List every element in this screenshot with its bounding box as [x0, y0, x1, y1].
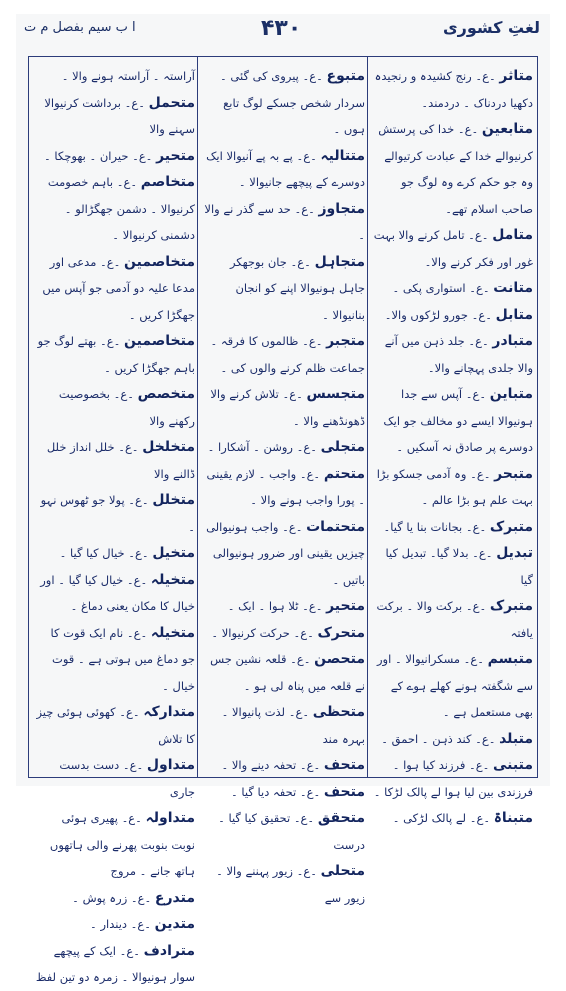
entry-definition: ۔ع۔ واجب ۔ لازم یقینی ۔ پورا واجب ہونے والا ۔: [206, 466, 365, 507]
entry-definition: ۔ع۔ حرکت کرنیوالا ۔: [211, 625, 314, 640]
letter-range: ا ب سیم بفصل م ت: [24, 20, 136, 35]
dictionary-entry: [35, 752, 195, 805]
entry-definition: ۔ع۔ کند ذہن ۔ احمق ۔: [381, 731, 496, 746]
entry-definition: ۔ع۔ برکت والا ۔ برکت یافتہ: [376, 599, 533, 640]
entry-definition: ۔ع۔ پولا جو ٹھوس نہو ۔: [40, 493, 195, 534]
entry-headword: متخلخل: [142, 439, 195, 455]
dictionary-entry: [35, 938, 195, 991]
dictionary-entry: [371, 646, 533, 726]
entry-definition: ۔ع۔ تحقیق کیا گیا ۔ درست: [218, 811, 365, 852]
column-divider: [197, 57, 198, 777]
entry-headword: متتالیہ: [320, 147, 365, 164]
dictionary-entry: [371, 302, 533, 329]
entry-definition: ۔ع۔ خیال کیا گیا ۔ اور خیال کا مکان یعنی دماغ ۔: [40, 572, 195, 613]
entry-headword: متخاصمین: [124, 253, 195, 270]
entry-definition: ۔ع۔ پے بہ پے آنیوالا ایک دوسرے کے پیچھے جانیوالا ۔: [206, 148, 365, 189]
entry-definition: ۔ع۔ نام ایک قوت کا جو دماغ میں ہوتی ہے ۔ قوت خیال ۔: [50, 625, 195, 693]
entry-headword: متبنی: [493, 757, 533, 773]
page-number: ۴۳۰: [261, 16, 302, 41]
entry-definition: ۔ع۔ بجانات بنا یا گیا۔: [383, 519, 487, 534]
entry-definition: ۔ع۔ حیران ۔ بھوچکا ۔: [44, 148, 153, 163]
entry-headword: متخیلہ: [150, 624, 195, 641]
entry-definition: ۔ع۔ رنج کشیدہ و رنجیدہ دکھیا دردناک ۔ دردمند۔: [374, 69, 533, 110]
dictionary-entry: [371, 593, 533, 646]
entry-definition: ۔ع۔ ٹلا ہوا ۔ ایک ۔: [227, 599, 323, 613]
entry-definition: ۔ع۔ بدلا گیا۔ تبدیل کیا گیا: [385, 546, 533, 587]
dictionary-entry: [203, 752, 365, 779]
entry-definition: ۔ع۔ پھیری ہوئی نوبت بنوبت پھرنے والی ہاتھوں ہاتھ جانے ۔ مروج: [49, 811, 195, 878]
entry-definition: ۔ع۔ تامل کرنے والا بہت غور اور فکر کرنے والا۔: [373, 228, 533, 269]
book-title: لغتِ کشوری: [442, 18, 540, 37]
dictionary-entry: [371, 275, 533, 302]
entry-headword: متابل: [495, 306, 533, 323]
entry-definition: ۔ع۔ دست بدست جاری: [59, 758, 195, 799]
entry-headword: متباین: [489, 386, 533, 402]
entry-definition: ۔ع۔ لے پالک لڑکی ۔: [392, 811, 491, 825]
entry-definition: ۔ع۔ خدا کی پرستش کرنیوالے خدا کے عبادت کرتیوالے وہ جو حکم کرے وہ لوگ جو صاحب اسلام تھے۔: [378, 122, 533, 216]
entry-definition: ۔ع۔ خلل انداز خلل ڈالنے والا: [46, 440, 195, 481]
entry-definition: ۔ع۔ آپس سے جدا ہونیوالا ایسے دو مخالف جو ایک دوسرے پر صادق نہ آسکیں ۔: [383, 387, 533, 454]
entry-headword: متامل: [492, 227, 533, 243]
entry-headword: متبحر: [494, 465, 533, 482]
dictionary-entry: [203, 858, 365, 911]
dictionary-entry: [203, 620, 365, 647]
entry-headword: متجاہل: [314, 253, 365, 270]
entry-headword: متحظی: [312, 704, 365, 720]
dictionary-entry: [203, 196, 365, 249]
column-right: [371, 63, 533, 826]
dictionary-entry: [35, 434, 195, 487]
entry-definition: ۔ع۔ کھوئی ہوئی چیز کا تلاش: [36, 705, 195, 746]
dictionary-entry: [371, 514, 533, 541]
entry-headword: متابعین: [481, 121, 533, 137]
entry-headword: متخلل: [152, 492, 195, 508]
entry-definition: ۔ع۔ زرہ پوش ۔: [72, 890, 152, 905]
dictionary-page: [16, 14, 550, 984]
entry-definition: ۔ع۔ تحفہ دیا گیا ۔: [231, 784, 321, 799]
dictionary-entry: [371, 328, 533, 381]
entry-headword: متانت: [493, 280, 533, 296]
dictionary-entry: [35, 805, 195, 885]
entry-definition: ۔ع۔ وہ آدمی جسکو بڑا بہت علم ہو بڑا عالم ۔: [376, 466, 533, 507]
entry-definition: ۔ع۔ بھتے لوگ جو باہم جھگڑا کریں ۔: [37, 334, 195, 375]
dictionary-entry: [203, 805, 365, 858]
dictionary-entry: [35, 699, 195, 752]
entry-definition: ۔ع۔ جورو لڑکوں والا۔: [384, 307, 492, 322]
entry-headword: متحیر: [156, 147, 195, 164]
entry-definition: ۔ع۔ حد سے گذر نے والا ۔: [204, 201, 365, 242]
entry-headword: متحلی: [320, 863, 365, 879]
dictionary-entry: [203, 328, 365, 381]
entry-headword: متاثر: [499, 68, 533, 84]
dictionary-entry: [35, 620, 195, 700]
dictionary-entry: [203, 593, 365, 620]
entry-headword: متدین: [154, 916, 195, 932]
entry-headword: متبرک: [489, 518, 533, 535]
dictionary-entry: [371, 381, 533, 461]
dictionary-entry: [371, 805, 533, 832]
entry-headword: متبرک: [489, 598, 533, 614]
entry-headword: متبوع: [326, 68, 365, 84]
entry-headword: متجلی: [320, 439, 365, 455]
page-frame: [28, 56, 538, 984]
entry-headword: متحف: [323, 783, 365, 800]
entry-headword: متحیر: [326, 598, 365, 614]
entry-definition: ۔ع۔ مدعی اور مدعا علیہ دو آدمی جو آپس میں جھگڑا کریں ۔: [42, 254, 195, 322]
entry-definition: ۔ع۔ پیروی کی گئی ۔ سردار شخص جسکے لوگ تابع ہوں ۔: [220, 69, 365, 136]
dictionary-entry: [35, 567, 195, 620]
column-middle: [203, 63, 365, 905]
dictionary-entry: [35, 249, 195, 329]
entry-definition: ۔ع۔ برداشت کرنیوالا سہنے والا: [44, 95, 195, 136]
entry-headword: متجسس: [306, 386, 365, 402]
entry-definition: ۔ع۔ بخصوصیت رکھنے والا: [58, 387, 195, 428]
entry-headword: متخیلہ: [150, 571, 195, 588]
entry-definition: ۔ع۔ زیور پہننے والا ۔ زیور سے: [216, 864, 365, 905]
entry-definition: ۔ع۔ روشن ۔ آشکارا ۔: [207, 440, 317, 454]
entry-headword: متداولہ: [145, 810, 195, 826]
dictionary-entry: [371, 222, 533, 275]
entry-definition: ۔ع۔ دیندار ۔: [90, 917, 152, 931]
entry-definition: ۔ع۔ تلاش کرنے والا ڈھونڈھنے والا ۔: [210, 387, 365, 428]
entry-headword: متحف: [323, 757, 365, 773]
entry-headword: مترادف: [143, 942, 195, 959]
entry-headword: متخاصمین: [124, 333, 195, 349]
entry-headword: متخیل: [152, 545, 195, 561]
entry-headword: متخصص: [137, 386, 195, 402]
entry-definition: آراستہ ۔ آراستہ ہونے والا ۔: [61, 69, 195, 83]
dictionary-entry: [203, 646, 365, 699]
dictionary-entry: [203, 63, 365, 143]
entry-headword: متبسم: [487, 651, 533, 667]
dictionary-entry: [371, 752, 533, 805]
dictionary-entry: [203, 249, 365, 329]
dictionary-entry: [35, 63, 195, 90]
entry-definition: ۔ع۔ تحفہ دینے والا ۔: [221, 758, 321, 772]
entry-headword: تبدیل: [496, 545, 533, 561]
dictionary-entry: [35, 911, 195, 938]
dictionary-entry: [371, 116, 533, 222]
column-divider: [367, 57, 368, 777]
dictionary-entry: [203, 699, 365, 752]
entry-headword: متحقق: [317, 810, 365, 826]
entry-definition: ۔ع۔ واجب ہونیوالی چیزیں یقینی اور ضرور ہونیوالی باتیں ۔: [206, 519, 365, 587]
entry-definition: ۔ع۔ مسکرانیوالا ۔ اور سے شگفتہ ہونے کھلے ہوے کے بھی مستعمل ہے ۔: [376, 652, 533, 719]
dictionary-entry: [35, 328, 195, 381]
entry-definition: ۔ع۔ فرزند کیا ہوا ۔ فرزندی بین لیا ہوا لے پالک لڑکا ۔: [373, 758, 533, 799]
dictionary-entry: [203, 514, 365, 594]
running-head: [16, 16, 550, 56]
column-left: [35, 63, 195, 984]
entry-definition: ۔ع۔ ایک کے پیچھے سوار ہونیوالا ۔ زمرہ دو تین لفظ: [35, 943, 195, 984]
entry-headword: متبلد: [499, 730, 533, 747]
entry-headword: متداول: [146, 757, 195, 773]
entry-definition: ۔ع۔ جلد ذہن میں آنے والا جلدی پہچانے والا۔: [384, 334, 533, 375]
entry-headword: متجاوز: [318, 200, 365, 217]
entry-headword: متخاصم: [140, 174, 195, 190]
dictionary-entry: [35, 540, 195, 567]
entry-definition: ۔ع۔ باہم خصومت کرنیوالا ۔ دشمن جھگڑالو ۔ دشمنی کرنیوالا ۔: [47, 175, 195, 242]
dictionary-entry: [35, 143, 195, 170]
entry-headword: متحصن: [314, 651, 365, 667]
entry-definition: ۔ع۔ ظالموں کا فرقہ ۔ جماعت ظلم کرنے والوں کی ۔: [210, 334, 365, 375]
entry-definition: ۔ع۔ جان بوجھکر جاہل ہونیوالا اپنے کو انجان بنانیوالا ۔: [229, 254, 365, 322]
entry-definition: ۔ع۔ استواری پکی ۔: [392, 281, 490, 295]
entry-definition: ۔ع۔ قلعہ نشین جس نے قلعہ میں پناہ لی ہو ۔: [210, 652, 365, 693]
entry-headword: متحرک: [317, 624, 365, 641]
dictionary-entry: [203, 779, 365, 806]
dictionary-entry: [371, 461, 533, 514]
entry-headword: متدارکہ: [143, 704, 195, 720]
dictionary-entry: [203, 434, 365, 461]
entry-headword: متدرع: [154, 889, 195, 906]
entry-headword: متجبر: [326, 333, 365, 349]
entry-headword: متبادر: [492, 333, 533, 349]
entry-headword: متحتم: [323, 465, 365, 482]
dictionary-entry: [371, 726, 533, 753]
dictionary-entry: [35, 487, 195, 540]
dictionary-entry: [35, 90, 195, 143]
dictionary-entry: [203, 143, 365, 196]
entry-headword: متحتمات: [306, 518, 365, 535]
dictionary-entry: [203, 381, 365, 434]
dictionary-entry: [371, 63, 533, 116]
dictionary-entry: [35, 381, 195, 434]
entry-definition: ۔ع۔ خیال کیا گیا ۔: [59, 546, 149, 560]
dictionary-entry: [203, 461, 365, 514]
dictionary-entry: [35, 169, 195, 249]
dictionary-entry: [35, 885, 195, 912]
dictionary-entry: [371, 540, 533, 593]
entry-headword: متحمل: [148, 94, 195, 111]
entry-definition: ۔ع۔ لذت پانیوالا ۔ بہرہ مند: [221, 705, 365, 746]
entry-headword: متبناۃ: [493, 810, 533, 826]
